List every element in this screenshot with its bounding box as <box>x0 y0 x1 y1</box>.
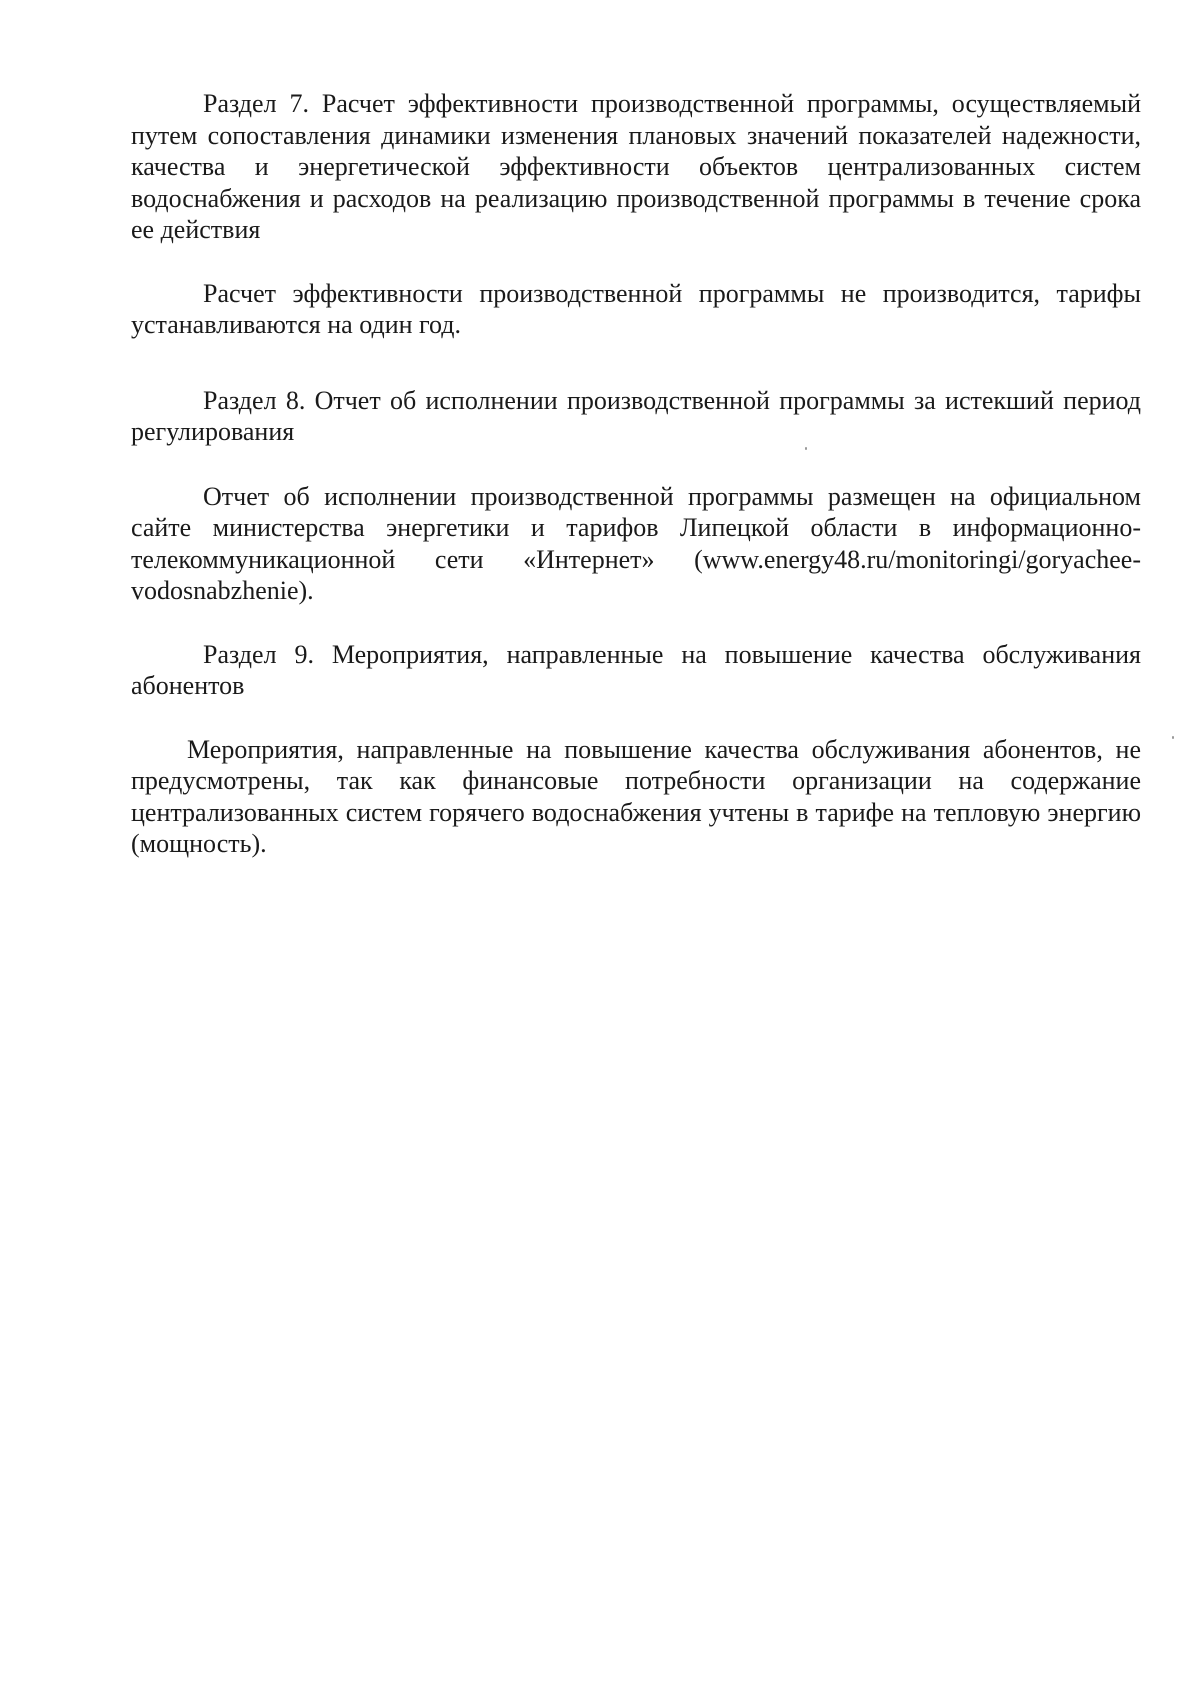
section-8-heading: Раздел 8. Отчет об исполнении производственной программы за истекший период регулирования <box>131 385 1141 446</box>
scan-speck <box>1172 736 1174 739</box>
section-7-heading: Раздел 7. Расчет эффективности производственной программы, осуществляемый путем сопоставления динамики изменения плановых значений показателей надежности, качества и энергетической эффективности объектов централизованных систем водоснабжения и расходов на реализацию производственной программы в течение срока ее действия <box>131 89 1141 244</box>
scan-speck <box>805 447 807 450</box>
section-9-heading: Раздел 9. Мероприятия, направленные на повышение качества обслуживания абонентов <box>131 639 1141 700</box>
section-9-body: Мероприятия, направленные на повышение качества обслуживания абонентов, не предусмотрены, так как финансовые потребности организации на содержание централизованных систем горячего водоснабжения учтены в тарифе на тепловую энергию (мощность). <box>131 734 1141 858</box>
section-7-body: Расчет эффективности производственной программы не производится, тарифы устанавливаются на один год. <box>131 278 1141 339</box>
section-8-body: Отчет об исполнении производственной программы размещен на официальном сайте министерства энергетики и тарифов Липецкой области в информационно-телекоммуникационной сети «Интернет» (www.energy48.ru/monitoringi/goryachee-vodosnabzhenie). <box>131 481 1141 605</box>
document-body <box>131 88 1141 860</box>
